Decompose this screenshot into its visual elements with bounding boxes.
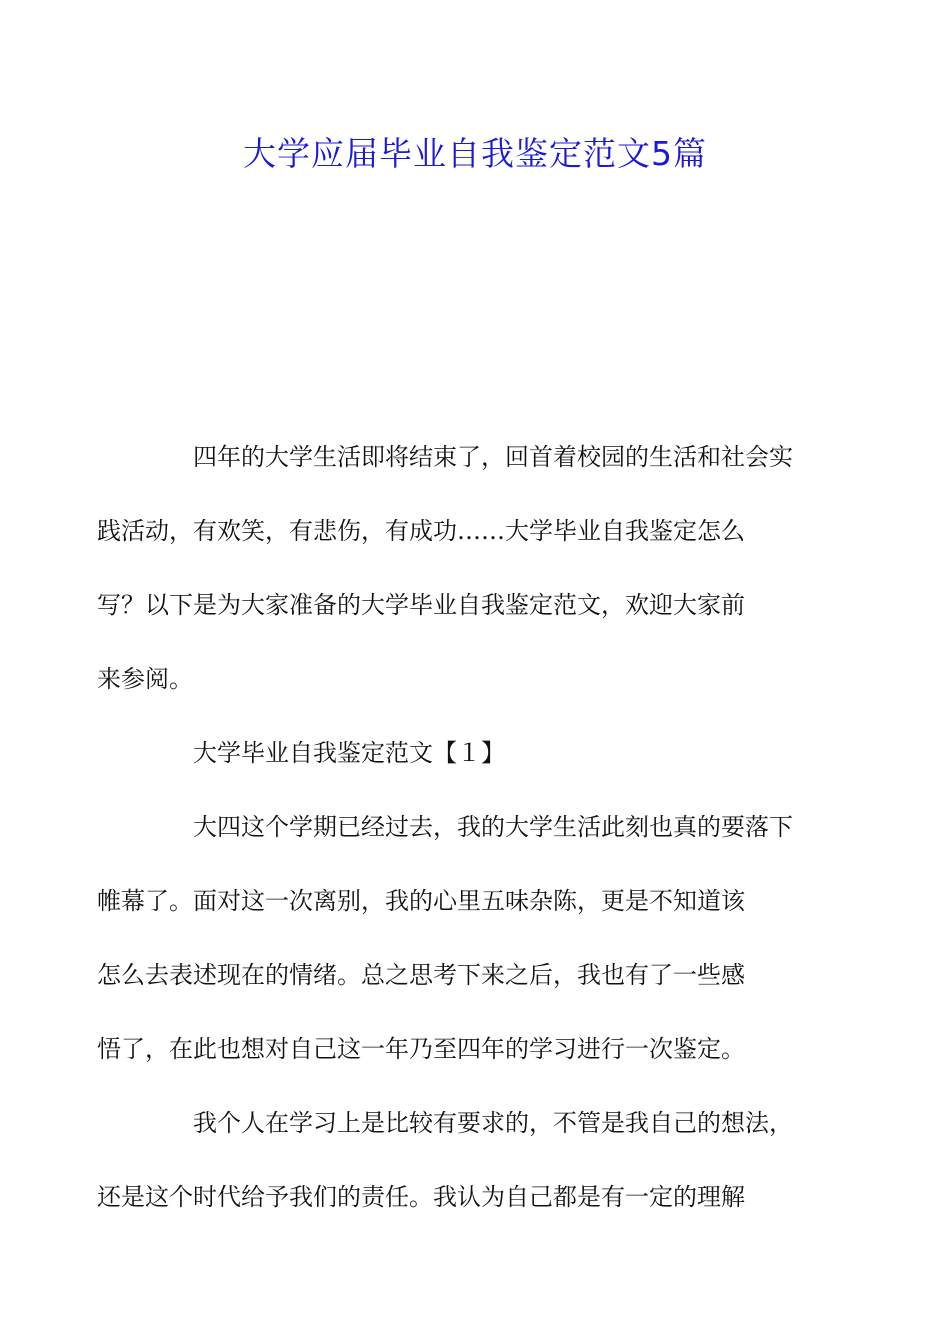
text-line: 四年的大学生活即将结束了，回首着校园的生活和社会实 xyxy=(193,443,793,471)
text-line: 帷幕了。面对这一次离别，我的心里五味杂陈，更是不知道该 xyxy=(97,887,745,915)
paragraph-intro xyxy=(97,420,805,716)
text-line: 来参阅。 xyxy=(97,665,193,693)
text-line: 践活动，有欢笑，有悲伤，有成功……大学毕业自我鉴定怎么 xyxy=(97,517,745,545)
text-line: 我个人在学习上是比较有要求的，不管是我自己的想法， xyxy=(193,1109,793,1137)
text-line: 大四这个学期已经过去，我的大学生活此刻也真的要落下 xyxy=(193,813,793,841)
text-line: 悟了，在此也想对自己这一年乃至四年的学习进行一次鉴定。 xyxy=(97,1035,745,1063)
paragraph-body xyxy=(97,1086,805,1234)
text-line: 还是这个时代给予我们的责任。我认为自己都是有一定的理解 xyxy=(97,1183,745,1211)
document-body xyxy=(97,420,805,1234)
document-title: 大学应届毕业自我鉴定范文5篇 xyxy=(243,134,707,173)
text-line: 大学毕业自我鉴定范文【１】 xyxy=(193,739,505,767)
text-line: 写？以下是为大家准备的大学毕业自我鉴定范文，欢迎大家前 xyxy=(97,591,745,619)
paragraph-body xyxy=(97,790,805,1086)
section-heading xyxy=(145,716,805,790)
text-line: 怎么去表述现在的情绪。总之思考下来之后，我也有了一些感 xyxy=(97,961,745,989)
